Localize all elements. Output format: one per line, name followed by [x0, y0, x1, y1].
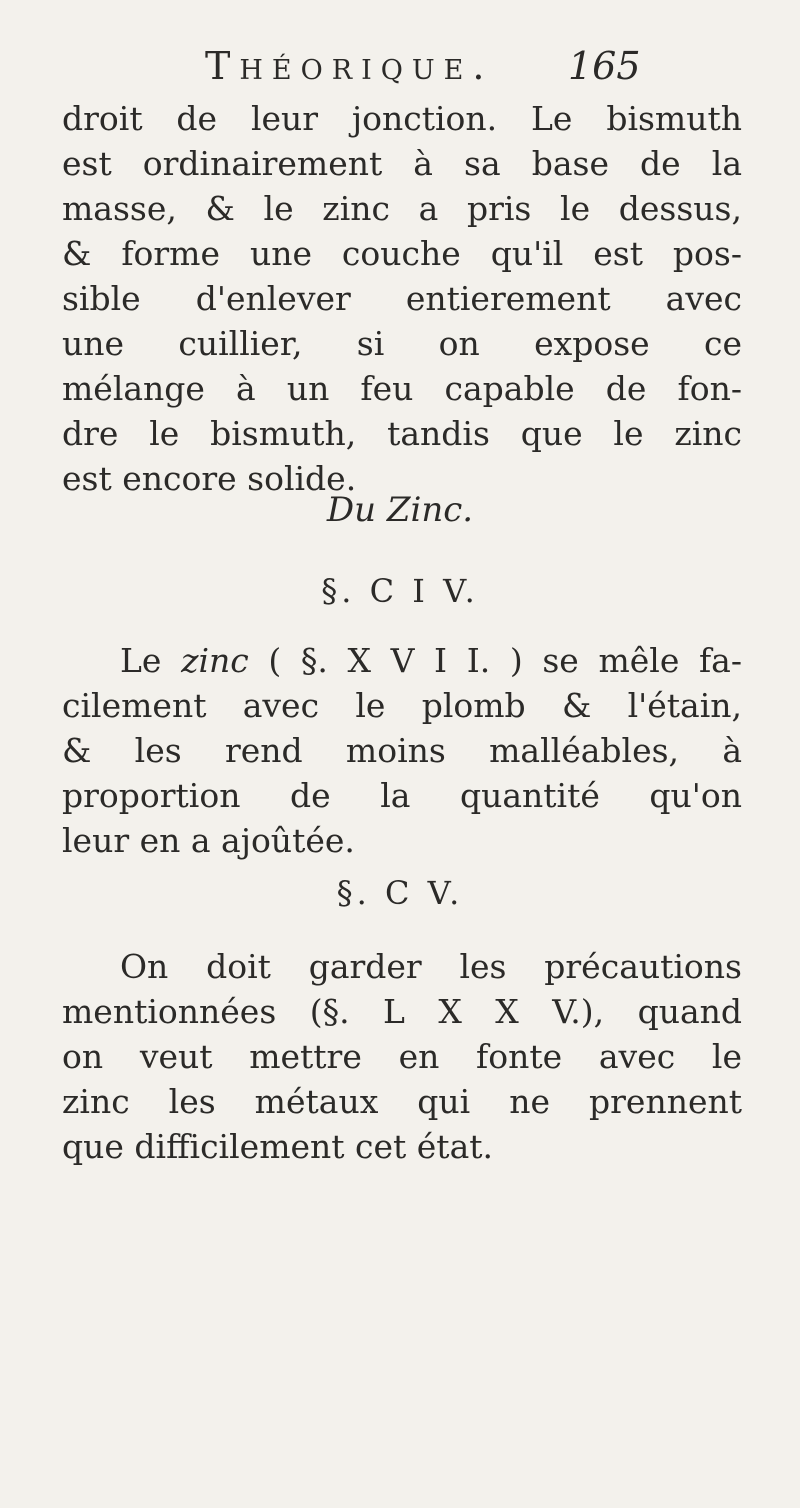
section-title-cv: §. C V. — [336, 874, 464, 912]
paragraph-cv — [62, 944, 742, 1169]
text-line: proportion de la quantité qu'on — [62, 776, 742, 815]
text-line: mélange à un feu capable de fon- — [62, 369, 742, 408]
chapter-heading: Du Zinc. — [326, 490, 474, 530]
section-title-civ: §. C I V. — [321, 572, 479, 610]
text-line: Le zinc ( §. X V I I. ) se mêle fa- — [120, 641, 743, 680]
text-line: on veut mettre en fonte avec le — [62, 1037, 742, 1076]
text-line: dre le bismuth, tandis que le zinc — [62, 414, 742, 453]
text-line: zinc les métaux qui ne prennent — [62, 1082, 742, 1121]
text-line: une cuillier, si on expose ce — [62, 324, 742, 363]
running-title: Théorique. — [205, 44, 494, 88]
text-line: & forme une couche qu'il est pos- — [62, 234, 742, 273]
text-line: que difficilement cet état. — [62, 1127, 493, 1166]
page-number: 165 — [568, 44, 641, 88]
text-line: leur en a ajoûtée. — [62, 821, 355, 860]
text-line: masse, & le zinc a pris le dessus, — [62, 189, 742, 228]
text-line: cilement avec le plomb & l'étain, — [62, 686, 742, 725]
paragraph-continued — [62, 96, 742, 501]
text-line: est ordinairement à sa base de la — [62, 144, 742, 183]
italic-term: zinc — [181, 641, 249, 680]
text-line: On doit garder les précautions — [120, 947, 742, 986]
text-line: est encore solide. — [62, 459, 357, 498]
page-header — [0, 44, 800, 104]
text-line: sible d'enlever entierement avec — [62, 279, 742, 318]
text-line: & les rend moins malléables, à — [62, 731, 742, 770]
paragraph-civ — [62, 638, 742, 863]
text-line: mentionnées (§. L X X V.), quand — [62, 992, 742, 1031]
text-line: droit de leur jonction. Le bismuth — [62, 99, 742, 138]
